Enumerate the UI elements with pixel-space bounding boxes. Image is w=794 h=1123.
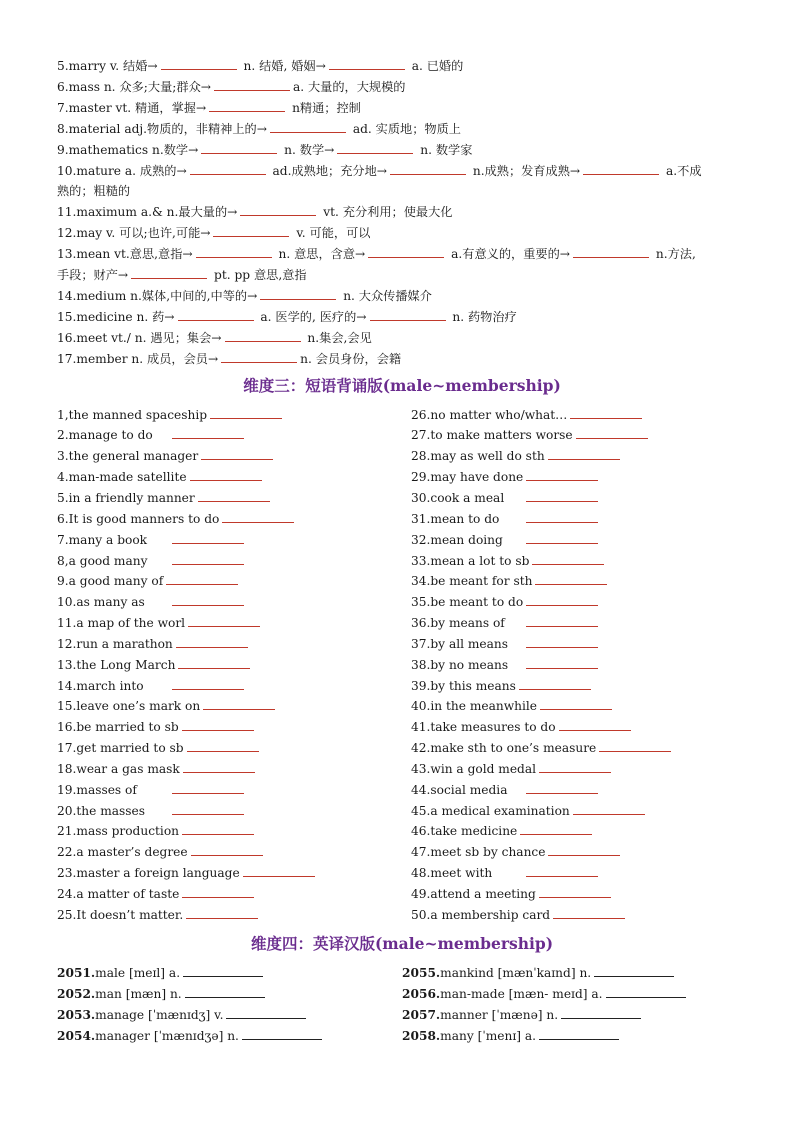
phrase-row <box>57 634 411 655</box>
vocab-text: a. 医学的, 医疗的→ <box>256 309 367 324</box>
vocab-text: 5.marry v. 结婚→ <box>57 59 158 73</box>
phrase-text: 31.mean to do <box>411 511 500 526</box>
phrase-row <box>411 738 747 759</box>
vocab-text: a. 已婚的 <box>407 59 464 73</box>
phrase-text: 1,the manned spaceship <box>57 407 208 422</box>
answer-blank[interactable] <box>370 308 446 321</box>
phrase-text: 14.march into <box>57 678 144 693</box>
phrase-text: 29.may have done <box>411 470 524 485</box>
word-entry: man-made [mæn- meɪd] a. <box>440 986 603 1001</box>
vocab-line <box>57 56 747 77</box>
phrase-text: 3.the general manager <box>57 449 199 464</box>
phrase-text: 30.cook a meal <box>411 490 505 505</box>
phrase-row <box>57 446 411 467</box>
answer-blank[interactable] <box>526 656 598 669</box>
answer-blank[interactable] <box>539 1027 619 1040</box>
answer-blank[interactable] <box>226 1006 306 1019</box>
vocab-text: a.不成 <box>662 163 702 178</box>
answer-blank[interactable] <box>172 677 244 690</box>
answer-blank[interactable] <box>187 739 259 752</box>
item-number: 2052. <box>57 986 96 1001</box>
phrase-text: 25.It doesn’t matter. <box>57 907 184 922</box>
translation-column-right <box>402 963 747 1047</box>
answer-blank[interactable] <box>559 718 631 731</box>
phrase-text: 6.It is good manners to do <box>57 511 220 526</box>
answer-blank[interactable] <box>131 266 207 279</box>
phrase-row <box>57 613 411 634</box>
phrase-row <box>411 759 747 780</box>
phrase-row <box>411 842 747 863</box>
phrase-row <box>57 905 411 926</box>
phrase-text: 39.by this means <box>411 678 516 693</box>
translation-row <box>402 963 747 984</box>
answer-blank[interactable] <box>183 760 255 773</box>
vocab-line <box>57 119 747 140</box>
phrase-text: 19.masses of <box>57 782 137 797</box>
vocab-line <box>57 286 747 307</box>
answer-blank[interactable] <box>203 697 275 710</box>
answer-blank[interactable] <box>526 510 598 523</box>
vocab-line <box>57 181 747 202</box>
phrase-text: 44.social media <box>411 782 508 797</box>
vocab-text: a. 大量的，大规模的 <box>292 79 406 94</box>
phrase-row <box>57 842 411 863</box>
answer-blank[interactable] <box>190 162 266 175</box>
worksheet-page <box>57 56 747 1047</box>
vocab-text: a.有意义的，重要的→ <box>447 247 570 262</box>
section3-title: 维度三：短语背诵版(male~membership) <box>243 375 561 395</box>
vocab-line <box>57 77 747 98</box>
phrase-text: 47.meet sb by chance <box>411 845 546 860</box>
phrase-row <box>411 530 747 551</box>
translation-row <box>402 984 747 1005</box>
answer-blank[interactable] <box>526 531 598 544</box>
phrase-text: 21.mass production <box>57 824 180 839</box>
phrase-text: 17.get married to sb <box>57 741 184 756</box>
answer-blank[interactable] <box>539 885 611 898</box>
phrase-text: 33.mean a lot to sb <box>411 553 530 568</box>
translation-row <box>57 963 402 984</box>
answer-blank[interactable] <box>526 468 598 481</box>
vocab-line <box>57 244 747 265</box>
answer-blank[interactable] <box>390 162 466 175</box>
phrase-text: 28.may as well do sth <box>411 449 545 464</box>
answer-blank[interactable] <box>594 964 674 977</box>
phrase-column-left <box>57 405 411 926</box>
vocab-text: 7.master vt. 精通，掌握→ <box>57 100 207 115</box>
answer-blank[interactable] <box>172 531 244 544</box>
translation-grid <box>57 963 747 1047</box>
answer-blank[interactable] <box>222 510 294 523</box>
vocab-text: n. 大众传播媒介 <box>339 288 432 303</box>
phrase-text: 34.be meant for sth <box>411 574 533 589</box>
phrase-row <box>411 655 747 676</box>
translation-column-left <box>57 963 402 1047</box>
answer-blank[interactable] <box>188 614 260 627</box>
answer-blank[interactable] <box>209 99 285 112</box>
vocab-text: 6.mass n. 众多;大量;群众→ <box>57 79 211 94</box>
vocab-text: 8.material adj.物质的，非精神上的→ <box>57 121 267 136</box>
answer-blank[interactable] <box>242 1027 322 1040</box>
translation-row <box>402 1005 747 1026</box>
answer-blank[interactable] <box>191 843 263 856</box>
answer-blank[interactable] <box>535 572 607 585</box>
vocab-text: 14.medium n.媒体,中间的,中等的→ <box>57 288 258 303</box>
phrase-text: 5.in a friendly manner <box>57 490 195 505</box>
phrase-row <box>411 905 747 926</box>
phrase-text: 7.many a book <box>57 532 148 547</box>
answer-blank[interactable] <box>172 802 244 815</box>
phrase-row <box>411 676 747 697</box>
word-entry: manner [ˈmænə] n. <box>440 1007 559 1022</box>
vocab-line <box>57 202 747 223</box>
phrase-row <box>57 509 411 530</box>
answer-blank[interactable] <box>532 552 604 565</box>
phrase-text: 45.a medical examination <box>411 803 570 818</box>
answer-blank[interactable] <box>270 120 346 133</box>
answer-blank[interactable] <box>240 203 316 216</box>
phrase-row <box>57 467 411 488</box>
vocab-text: v. 可能，可以 <box>292 226 371 241</box>
phrase-row <box>57 488 411 509</box>
phrase-text: 4.man-made satellite <box>57 470 187 485</box>
answer-blank[interactable] <box>172 552 244 565</box>
answer-blank[interactable] <box>213 224 289 237</box>
vocab-text: n. 药物治疗 <box>448 309 517 324</box>
phrase-text: 23.master a foreign language <box>57 866 240 881</box>
vocab-line <box>57 265 747 286</box>
phrase-row <box>411 634 747 655</box>
phrase-row <box>411 884 747 905</box>
phrase-text: 41.take measures to do <box>411 720 556 735</box>
answer-blank[interactable] <box>561 1006 641 1019</box>
phrase-row <box>57 592 411 613</box>
word-entry: male [meɪl] a. <box>95 965 181 980</box>
phrase-row <box>57 884 411 905</box>
phrase-text: 9.a good many of <box>57 574 164 589</box>
phrase-text: 36.by means of <box>411 616 505 631</box>
phrase-row <box>411 613 747 634</box>
answer-blank[interactable] <box>210 406 282 419</box>
vocab-line <box>57 98 747 119</box>
phrase-text: 11.a map of the worl <box>57 616 186 631</box>
vocab-text: n. 意思，含意→ <box>274 247 366 262</box>
answer-blank[interactable] <box>182 885 254 898</box>
phrase-row <box>411 467 747 488</box>
phrase-row <box>57 551 411 572</box>
vocab-line <box>57 161 747 182</box>
phrase-text: 32.mean doing <box>411 532 503 547</box>
answer-blank[interactable] <box>540 697 612 710</box>
answer-blank[interactable] <box>260 287 336 300</box>
phrase-text: 12.run a marathon <box>57 636 173 651</box>
vocab-text: 手段；财产→ <box>57 268 129 283</box>
phrase-text: 13.the Long March <box>57 657 176 672</box>
answer-blank[interactable] <box>225 329 301 342</box>
answer-blank[interactable] <box>526 614 598 627</box>
vocab-line <box>57 140 747 161</box>
translation-row <box>57 1005 402 1026</box>
phrase-row <box>57 696 411 717</box>
answer-blank[interactable] <box>526 593 598 606</box>
item-number: 2054. <box>57 1028 96 1043</box>
answer-blank[interactable] <box>172 426 244 439</box>
phrase-row <box>57 530 411 551</box>
translation-row <box>57 984 402 1005</box>
phrase-row <box>57 801 411 822</box>
phrase-text: 40.in the meanwhile <box>411 699 538 714</box>
answer-blank[interactable] <box>172 781 244 794</box>
phrase-text: 15.leave one’s mark on <box>57 699 201 714</box>
answer-blank[interactable] <box>337 141 413 154</box>
answer-blank[interactable] <box>214 78 290 91</box>
answer-blank[interactable] <box>583 162 659 175</box>
vocab-line <box>57 223 747 244</box>
answer-blank[interactable] <box>185 985 265 998</box>
answer-blank[interactable] <box>573 802 645 815</box>
phrase-row <box>57 863 411 884</box>
item-number: 2055. <box>402 965 441 980</box>
answer-blank[interactable] <box>182 718 254 731</box>
item-number: 2051. <box>57 965 96 980</box>
phrase-text: 49.attend a meeting <box>411 887 536 901</box>
answer-blank[interactable] <box>201 447 273 460</box>
vocab-text: 16.meet vt./ n. 遇见；集会→ <box>57 330 222 345</box>
vocab-text: n. 数学家 <box>416 142 473 157</box>
phrase-text: 20.the masses <box>57 803 146 818</box>
vocab-line <box>57 349 747 370</box>
vocab-text: ad. 实质地；物质上 <box>348 121 461 136</box>
phrase-text: 50.a membership card <box>411 907 551 922</box>
phrase-row <box>57 780 411 801</box>
answer-blank[interactable] <box>576 426 648 439</box>
vocab-text: 15.medicine n. 药→ <box>57 309 175 324</box>
section4-title: 维度四：英译汉版(male~membership) <box>250 933 554 953</box>
vocab-text: n精通；控制 <box>288 100 361 115</box>
word-entry: manage [ˈmænɪdʒ] v. <box>95 1007 224 1022</box>
answer-blank[interactable] <box>570 406 642 419</box>
answer-blank[interactable] <box>573 245 649 258</box>
item-number: 2056. <box>402 986 441 1001</box>
answer-blank[interactable] <box>183 964 263 977</box>
answer-blank[interactable] <box>161 57 237 70</box>
phrase-row <box>411 405 747 426</box>
phrase-row <box>411 571 747 592</box>
phrase-row <box>57 738 411 759</box>
phrase-row <box>57 655 411 676</box>
vocab-section <box>57 56 747 370</box>
phrase-text: 18.wear a gas mask <box>57 761 180 776</box>
answer-blank[interactable] <box>176 635 248 648</box>
vocab-text: 熟的；粗糙的 <box>57 184 131 199</box>
phrase-row <box>411 551 747 572</box>
answer-blank[interactable] <box>178 656 250 669</box>
phrase-row <box>411 801 747 822</box>
phrase-row <box>411 821 747 842</box>
vocab-line <box>57 328 747 349</box>
answer-blank[interactable] <box>519 677 591 690</box>
answer-blank[interactable] <box>599 739 671 752</box>
answer-blank[interactable] <box>166 572 238 585</box>
answer-blank[interactable] <box>526 489 598 502</box>
vocab-text: 9.mathematics n.数学→ <box>57 142 199 157</box>
answer-blank[interactable] <box>196 245 272 258</box>
phrase-text: 8,a good many <box>57 553 148 568</box>
phrase-grid <box>57 405 747 926</box>
answer-blank[interactable] <box>526 635 598 648</box>
vocab-text: 12.may v. 可以;也许,可能→ <box>57 226 211 241</box>
phrase-row <box>411 488 747 509</box>
answer-blank[interactable] <box>190 468 262 481</box>
phrase-text: 16.be married to sb <box>57 720 179 735</box>
phrase-text: 48.meet with <box>411 866 493 881</box>
translation-row <box>402 1026 747 1047</box>
vocab-text: n. 数学→ <box>280 142 335 157</box>
phrase-row <box>411 509 747 530</box>
phrase-row <box>57 717 411 738</box>
answer-blank[interactable] <box>329 57 405 70</box>
phrase-row <box>411 446 747 467</box>
phrase-column-right <box>411 405 747 926</box>
answer-blank[interactable] <box>221 350 297 363</box>
answer-blank[interactable] <box>178 308 254 321</box>
vocab-text: n. 会员身份，会籍 <box>300 351 402 366</box>
answer-blank[interactable] <box>520 822 592 835</box>
answer-blank[interactable] <box>186 906 258 919</box>
answer-blank[interactable] <box>243 864 315 877</box>
answer-blank[interactable] <box>539 760 611 773</box>
phrase-row <box>57 821 411 842</box>
item-number: 2058. <box>402 1028 441 1043</box>
phrase-row <box>57 405 411 426</box>
phrase-row <box>57 425 411 446</box>
translation-row <box>57 1026 402 1047</box>
phrase-row <box>411 717 747 738</box>
answer-blank[interactable] <box>553 906 625 919</box>
answer-blank[interactable] <box>182 822 254 835</box>
item-number: 2057. <box>402 1007 441 1022</box>
vocab-text: pt. pp 意思,意指 <box>210 268 307 283</box>
vocab-text: 10.mature a. 成熟的→ <box>57 163 187 178</box>
vocab-text: n.方法, <box>652 247 696 262</box>
answer-blank[interactable] <box>201 141 277 154</box>
vocab-text: n.集会,会见 <box>303 330 372 345</box>
phrase-row <box>57 571 411 592</box>
phrase-text: 42.make sth to one’s measure <box>411 741 597 756</box>
phrase-text: 10.as many as <box>57 595 145 610</box>
phrase-row <box>411 425 747 446</box>
phrase-row <box>411 592 747 613</box>
phrase-row <box>411 863 747 884</box>
vocab-text: n.成熟；发育成熟→ <box>469 163 581 178</box>
word-entry: manager [ˈmænɪdʒə] n. <box>95 1028 239 1043</box>
answer-blank[interactable] <box>548 447 620 460</box>
vocab-line <box>57 307 747 328</box>
answer-blank[interactable] <box>172 593 244 606</box>
phrase-text: 2.manage to do <box>57 428 153 443</box>
phrase-text: 24.a matter of taste <box>57 887 180 901</box>
vocab-text: ad.成熟地；充分地→ <box>268 163 387 178</box>
phrase-text: 38.by no means <box>411 657 509 672</box>
answer-blank[interactable] <box>526 781 598 794</box>
phrase-text: 46.take medicine <box>411 824 518 839</box>
phrase-text: 26.no matter who/what… <box>411 407 568 422</box>
vocab-text: 11.maximum a.& n.最大量的→ <box>57 205 238 220</box>
item-number: 2053. <box>57 1007 96 1022</box>
phrase-text: 43.win a gold medal <box>411 761 537 776</box>
vocab-text: 13.mean vt.意思,意指→ <box>57 247 193 262</box>
word-entry: man [mæn] n. <box>95 986 182 1001</box>
word-entry: mankind [mænˈkaɪnd] n. <box>440 965 592 980</box>
phrase-row <box>57 676 411 697</box>
answer-blank[interactable] <box>526 864 598 877</box>
phrase-row <box>57 759 411 780</box>
phrase-text: 35.be meant to do <box>411 595 524 610</box>
phrase-row <box>411 780 747 801</box>
phrase-row <box>411 696 747 717</box>
answer-blank[interactable] <box>368 245 444 258</box>
vocab-text: 17.member n. 成员，会员→ <box>57 351 219 366</box>
vocab-text: vt. 充分利用；使最大化 <box>319 205 453 220</box>
vocab-text: n. 结婚, 婚姻→ <box>239 59 326 73</box>
phrase-text: 27.to make matters worse <box>411 428 573 443</box>
phrase-text: 22.a master’s degree <box>57 845 188 860</box>
phrase-text: 37.by all means <box>411 636 509 651</box>
answer-blank[interactable] <box>606 985 686 998</box>
word-entry: many [ˈmenɪ] a. <box>440 1028 536 1043</box>
answer-blank[interactable] <box>548 843 620 856</box>
answer-blank[interactable] <box>198 489 270 502</box>
